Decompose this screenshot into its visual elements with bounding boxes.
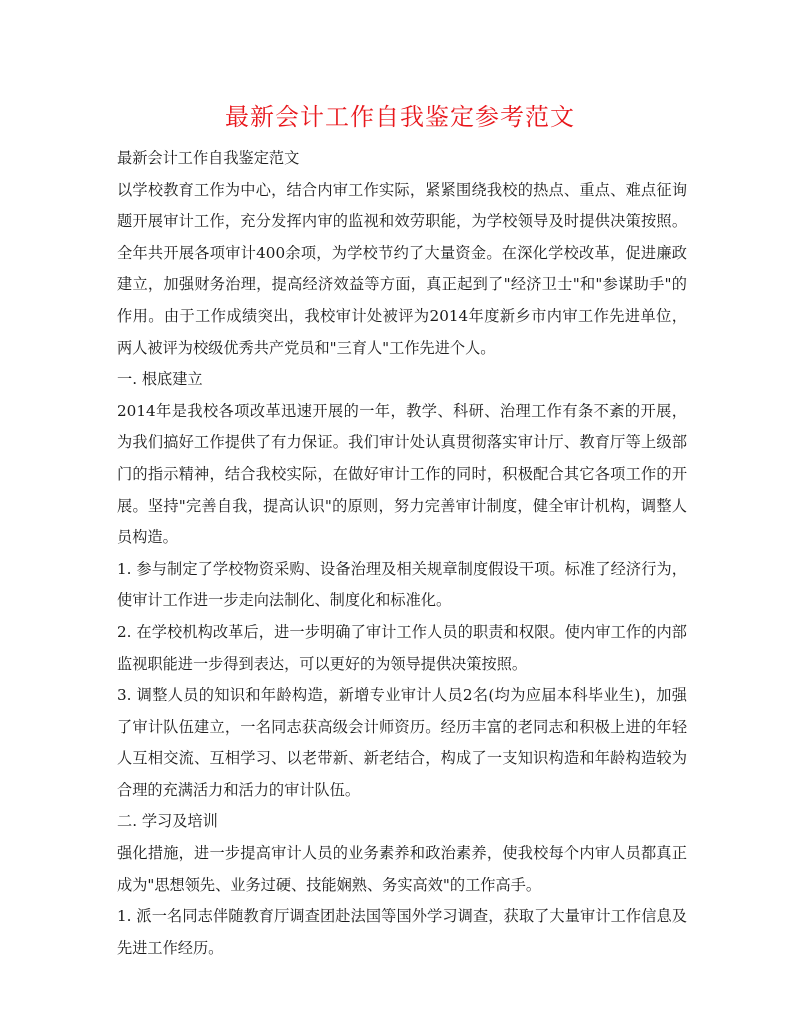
list-item-1-1: 1. 参与制定了学校物资采购、设备治理及相关规章制度假设干项。标准了经济行为，使审计工作进一步走向法制化、制度化和标准化。 — [117, 559, 687, 610]
section-1-paragraph: 2014年是我校各项改革迅速开展的一年，教学、科研、治理工作有条不紊的开展，为我们搞好工作提供了有力保证。我们审计处认真贯彻落实审计厅、教育厅等上级部门的指示精神，结合我校实际，在做好审计工作的同时，积极配合其它各项工作的开展。坚持"完善自我，提高认识"的原则，努力完善审计制度，健全审计机构，调整人员构造。 — [117, 401, 687, 547]
subtitle-paragraph: 最新会计工作自我鉴定范文 — [117, 149, 300, 167]
intro-paragraph: 以学校教育工作为中心，结合内审工作实际，紧紧围绕我校的热点、重点、难点征询题开展审计工作，充分发挥内审的监视和效劳职能，为学校领导及时提供决策按照。全年共开展各项审计400余项，为学校节约了大量资金。在深化学校改革，促进廉政建立，加强财务治理，提高经济效益等方面，真正起到了"经济卫士"和"参谋助手"的作用。由于工作成绩突出，我校审计处被评为2014年度新乡市内审工作先进单位，两人被评为校级优秀共产党员和"三育人"工作先进个人。 — [117, 180, 687, 357]
document-title: 最新会计工作自我鉴定参考范文 — [225, 103, 575, 131]
section-2-paragraph: 强化措施，进一步提高审计人员的业务素养和政治素养，使我校每个内审人员都真正成为"思想领先、业务过硬、技能娴熟、务实高效"的工作高手。 — [117, 844, 687, 894]
document-body — [117, 143, 687, 964]
list-item-1-2: 2. 在学校机构改革后，进一步明确了审计工作人员的职责和权限。使内审工作的内部监视职能进一步得到表达，可以更好的为领导提供决策按照。 — [117, 622, 687, 673]
section-heading-2: 二. 学习及培训 — [117, 812, 218, 831]
list-item-2-1: 1. 派一名同志伴随教育厅调查团赴法国等国外学习调查，获取了大量审计工作信息及先进工作经历。 — [117, 907, 687, 957]
list-item-1-3: 3. 调整人员的知识和年龄构造，新增专业审计人员2名(均为应届本科毕业生)，加强了审计队伍建立，一名同志获高级会计师资历。经历丰富的老同志和积极上进的年轻人互相交流、互相学习、以老带新、新老结合，构成了一支知识构造和年龄构造较为合理的充满活力和活力的审计队伍。 — [117, 686, 687, 799]
section-heading-1: 一. 根底建立 — [117, 370, 203, 389]
